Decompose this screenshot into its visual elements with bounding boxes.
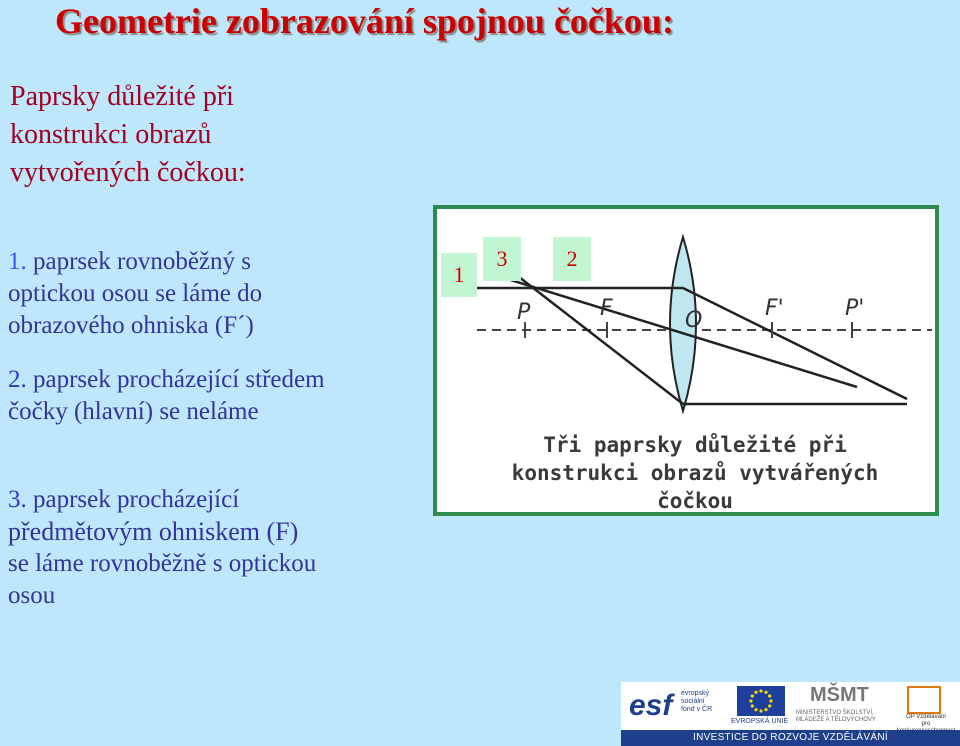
- ray-text-line: čočky (hlavní) se neláme: [8, 398, 259, 425]
- msmt-text: MINISTERSTVO ŠKOLSTVÍ, MLÁDEŽE A TĚLOVÝCHOVY: [796, 710, 876, 723]
- msmt-logo: [796, 684, 886, 728]
- ray-text-line: se láme rovnoběžně s optickou: [8, 550, 317, 577]
- ray-text-line: obrazového ohniska (F´): [8, 312, 254, 339]
- ray-text-line: osou: [8, 582, 56, 609]
- eu-flag-icon: [737, 686, 785, 716]
- subtitle: [10, 78, 350, 192]
- esf-logo: [629, 686, 723, 728]
- subtitle-line: Paprsky důležité při: [10, 81, 234, 112]
- ray-number: 2.: [8, 366, 27, 393]
- caption-line: čočkou: [657, 489, 733, 513]
- esf-text-line: fond v ČR: [681, 706, 713, 713]
- op-text-line: pro: [921, 721, 931, 727]
- caption-line: konstrukci obrazů vytvářených: [511, 461, 879, 485]
- subtitle-line: vytvořených čočkou:: [10, 157, 246, 188]
- op-text-line: OP Vzdělávání: [906, 714, 946, 720]
- lens-ray-diagram: [433, 205, 939, 516]
- figure-caption: [465, 431, 925, 515]
- esf-text-line: evropský: [681, 690, 710, 697]
- op-logo: [893, 684, 957, 728]
- ray-tag-2: 2: [553, 237, 591, 281]
- eu-text: EVROPSKÁ UNIE: [731, 718, 789, 725]
- subtitle-line: konstrukci obrazů: [10, 119, 212, 150]
- point-label-p: P: [517, 300, 531, 325]
- op-mark-icon: [907, 686, 941, 714]
- point-label-f-prime: F': [765, 296, 784, 321]
- esf-mark: esf: [629, 689, 673, 722]
- esf-text: [681, 690, 712, 714]
- eu-logo: [731, 686, 791, 728]
- point-label-o: O: [685, 308, 703, 333]
- ray-number: 1.: [8, 248, 27, 275]
- ray-tag-3: 3: [483, 237, 521, 281]
- ray-text-line: optickou osou se láme do: [8, 280, 263, 307]
- ray-3-description: [8, 484, 316, 612]
- ray-text-line: paprsek procházející středem: [33, 366, 325, 393]
- funding-logos-bar: [621, 682, 960, 746]
- ray-1-description: [8, 246, 262, 342]
- ray-number: 3.: [8, 486, 27, 513]
- caption-line: Tři paprsky důležité při: [543, 433, 847, 457]
- funding-banner-text: INVESTICE DO ROZVOJE VZDĚLÁVÁNÍ: [621, 730, 960, 746]
- esf-text-line: sociální: [681, 698, 705, 705]
- page-title: Geometrie zobrazování spojnou čočkou:: [55, 1, 674, 41]
- ray-tag-1: 1: [441, 253, 477, 297]
- msmt-mark: MŠMT: [810, 684, 869, 706]
- point-label-f: F: [600, 296, 613, 321]
- point-label-p-prime: P': [845, 296, 865, 321]
- ray-text-line: paprsek procházející: [33, 486, 240, 513]
- ray-text-line: paprsek rovnoběžný s: [33, 248, 251, 275]
- ray-text-line: předmětovým ohniskem (F): [8, 517, 299, 546]
- ray-2-description: [8, 364, 325, 428]
